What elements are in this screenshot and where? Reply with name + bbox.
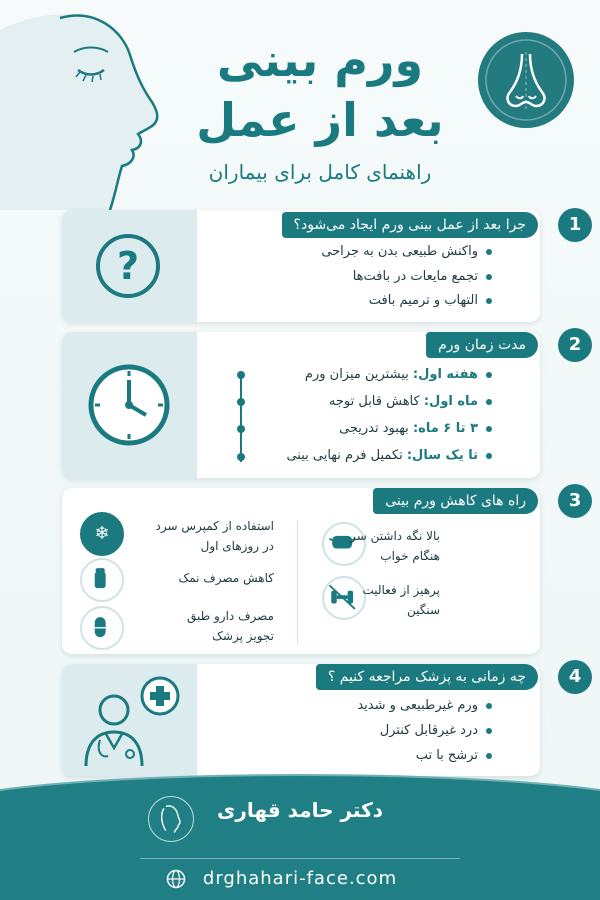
list-item: ماه اول: کاهش قابل توجه <box>329 394 492 409</box>
bullet-list <box>232 240 492 320</box>
footer-divider <box>140 858 460 859</box>
section-heading: جرا بعد از عمل بینی ورم ایجاد می‌شود؟ <box>282 212 538 238</box>
list-item: واکنش طبیعی بدن به جراحی <box>321 244 492 259</box>
list-item: ترشح با تب <box>416 748 492 763</box>
doctor-icon <box>66 666 196 776</box>
list-item: ۳ تا ۶ ماه: بهبود تدریجی <box>339 421 492 436</box>
icon-panel <box>62 210 197 322</box>
pill-icon <box>80 606 124 650</box>
tip-text: مصرف دارو طبق تجویز پزشک <box>187 609 274 643</box>
timeline-dot <box>237 453 245 461</box>
duration-list <box>272 364 492 474</box>
tip-text: پرهیز از فعالیت سنگین <box>362 583 440 617</box>
clock-icon <box>84 360 174 450</box>
section-number: 1 <box>558 208 592 242</box>
page-title-line2: بعد از عمل <box>196 93 444 147</box>
section-heading: چه زمانی به پزشک مراجعه کنیم ؟ <box>316 664 538 690</box>
question-icon: ? <box>96 234 160 298</box>
dumbbell-icon <box>322 576 366 620</box>
timeline-dot <box>237 371 245 379</box>
section-number: 2 <box>558 328 592 362</box>
timeline-dot <box>237 398 245 406</box>
list-item: هفته اول: بیشترین میزان ورم <box>305 367 492 382</box>
list-item: تا یک سال: تکمیل فرم نهایی بینی <box>286 448 492 463</box>
section-heading: راه های کاهش ورم بینی <box>373 488 538 514</box>
bullet-list <box>232 694 492 774</box>
section-number: 3 <box>558 484 592 518</box>
icon-panel <box>62 664 197 776</box>
column-divider <box>297 520 298 644</box>
website-link[interactable]: drghahari-face.com <box>202 868 398 889</box>
timeline-line <box>240 372 242 462</box>
page-subtitle: راهنمای کامل برای بیماران <box>208 160 432 184</box>
face-profile-illustration <box>0 0 180 210</box>
section-heading: مدت زمان ورم <box>426 332 538 358</box>
nose-icon <box>478 32 574 128</box>
list-item: التهاب و ترمیم بافت <box>369 293 492 308</box>
icon-panel <box>62 332 197 478</box>
section-number: 4 <box>558 660 592 694</box>
salt-shaker-icon <box>80 558 124 602</box>
tip-text: بالا نگه داشتن سر هنگام خواب <box>350 529 440 563</box>
timeline-dot <box>237 425 245 433</box>
list-item: ورم غیرطبیعی و شدید <box>357 698 492 713</box>
tip-text: استفاده از کمپرس سرد در روزهای اول <box>155 519 274 553</box>
doctor-name: دکتر حامد قهاری <box>217 798 383 822</box>
tip-text: کاهش مصرف نمک <box>178 571 274 585</box>
page-title-line1: ورم بینی <box>216 33 424 87</box>
ice-pack-icon: ❄ <box>80 512 124 556</box>
list-item: تجمع مایعات در بافت‌ها <box>353 269 492 284</box>
list-item: درد غیرقابل کنترل <box>380 723 492 738</box>
